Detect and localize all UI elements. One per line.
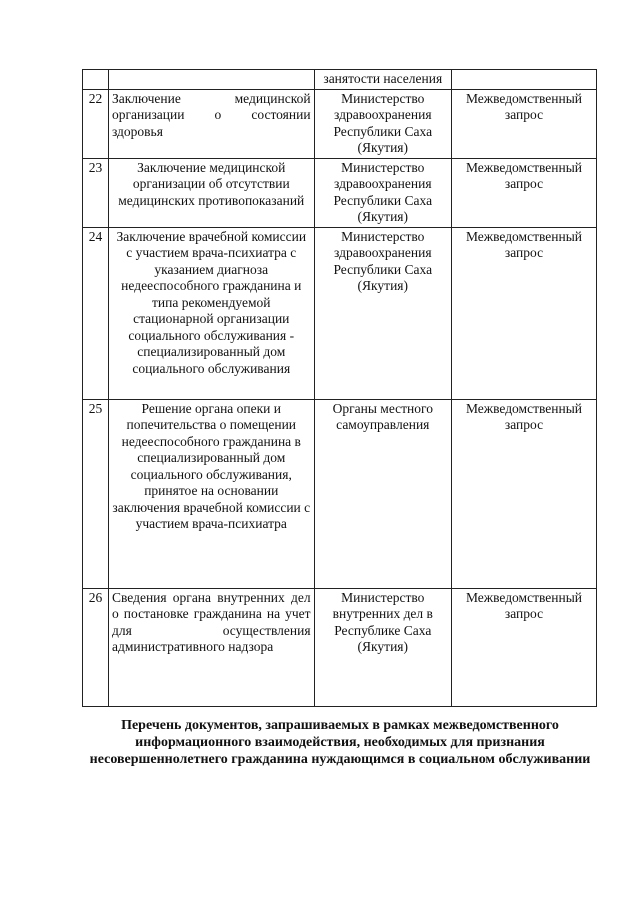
table-row-continuation [83,70,597,90]
row-number: 24 [83,227,109,399]
document-name: Заключение медицинской организации об отсутствии медицинских противопоказаний [108,158,314,227]
row-number: 22 [83,89,109,158]
documents-table [82,69,597,707]
request-type: Межведомственный запрос [451,158,596,227]
document-name: Сведения органа внутренних дел о постановке гражданина на учет для осуществления административного надзора [108,588,314,706]
request-type: Межведомственный запрос [451,399,596,588]
cell-doc [108,70,314,90]
cell-type [451,70,596,90]
table-row [83,399,597,588]
organization-name: Министерство здравоохранения Республики Саха (Якутия) [314,89,451,158]
cell-num [83,70,109,90]
document-name: Заключение врачебной комиссии с участием врача-психиатра с указанием диагноза недееспособного гражданина и типа рекомендуемой стационарной организации социального обслуживания - специализированный дом социального обслуживания [108,227,314,399]
request-type: Межведомственный запрос [451,588,596,706]
organization-name: Министерство внутренних дел в Республике Саха (Якутия) [314,588,451,706]
table-row [83,588,597,706]
organization-name: Органы местного самоуправления [314,399,451,588]
document-name: Заключение медицинской организации о состоянии здоровья [108,89,314,158]
request-type: Межведомственный запрос [451,227,596,399]
table-row [83,89,597,158]
document-name: Решение органа опеки и попечительства о помещении недееспособного гражданина в специализированный дом социального обслуживания, принятое на основании заключения врачебной комиссии с участием врача-психиатра [108,399,314,588]
organization-name: Министерство здравоохранения Республики Саха (Якутия) [314,158,451,227]
organization-name: Министерство здравоохранения Республики Саха (Якутия) [314,227,451,399]
table-row [83,158,597,227]
row-number: 25 [83,399,109,588]
row-number: 23 [83,158,109,227]
table-row [83,227,597,399]
request-type: Межведомственный запрос [451,89,596,158]
row-number: 26 [83,588,109,706]
section-heading: Перечень документов, запрашиваемых в рамках межведомственного информационного взаимодействия, необходимых для признания несовершеннолетнего гражданина нуждающимся в социальном обслуживании [89,718,591,767]
cell-org: занятости населения [314,70,451,90]
